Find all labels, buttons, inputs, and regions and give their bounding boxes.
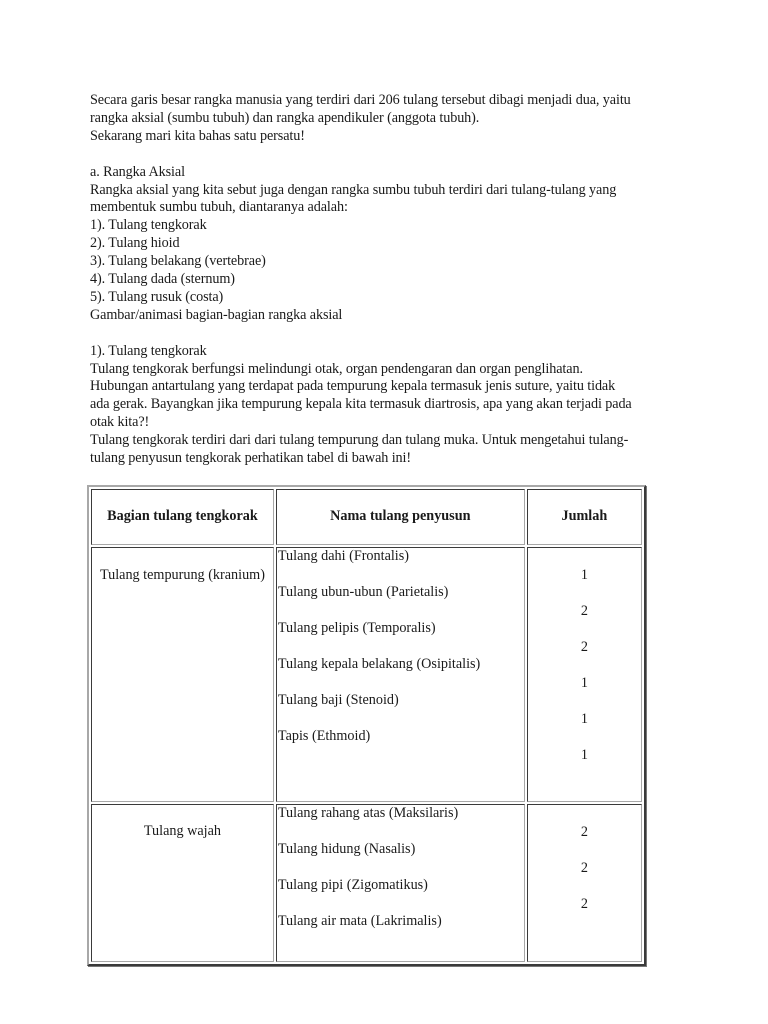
bone-count: 1 <box>580 675 588 691</box>
bone-count: 1 <box>580 567 588 583</box>
bones-cell <box>276 547 525 802</box>
table-row <box>91 804 642 962</box>
spacer <box>90 325 690 343</box>
counts-cell <box>527 804 642 962</box>
table-row <box>91 547 642 802</box>
bone-count: 2 <box>580 603 588 619</box>
bone-name: Tulang dahi (Frontalis) <box>277 548 409 564</box>
bone-name: Tulang baji (Stenoid) <box>277 692 399 708</box>
table-header-row <box>91 489 642 545</box>
paragraph-line: tulang penyusun tengkorak perhatikan tabel di bawah ini! <box>90 450 412 467</box>
list-item: 4). Tulang dada (sternum) <box>90 271 235 288</box>
bone-name: Tulang ubun-ubun (Parietalis) <box>277 584 449 600</box>
paragraph-line: Tulang tengkorak berfungsi melindungi otak, organ pendengaran dan organ penglihatan. <box>90 360 583 377</box>
bone-count: 2 <box>580 824 588 840</box>
bones-cell <box>276 804 525 962</box>
paragraph-line: ada gerak. Bayangkan jika tempurung kepala kita termasuk diartrosis, apa yang akan terjadi pada <box>90 396 632 413</box>
section-heading: a. Rangka Aksial <box>90 163 185 180</box>
header-bagian: Bagian tulang tengkorak <box>91 489 274 545</box>
header-nama: Nama tulang penyusun <box>276 489 525 545</box>
document-body <box>90 92 690 468</box>
bone-name: Tulang kepala belakang (Osipitalis) <box>277 656 481 672</box>
bone-name: Tapis (Ethmoid) <box>277 728 371 744</box>
paragraph-line: membentuk sumbu tubuh, diantaranya adalah: <box>90 199 348 216</box>
bone-count: 1 <box>580 747 588 763</box>
image-caption: Gambar/animasi bagian-bagian rangka aksial <box>90 306 343 323</box>
bone-count: 2 <box>580 896 588 912</box>
bone-count: 1 <box>580 711 588 727</box>
bagian-cell: Tulang tempurung (kranium) <box>91 547 274 802</box>
spacer <box>90 146 690 164</box>
paragraph-line: otak kita?! <box>90 414 150 431</box>
bone-name: Tulang rahang atas (Maksilaris) <box>277 805 459 821</box>
paragraph-line: Hubungan antartulang yang terdapat pada tempurung kepala termasuk jenis suture, yaitu tidak <box>90 378 616 395</box>
paragraph-line: Rangka aksial yang kita sebut juga dengan rangka sumbu tubuh terdiri dari tulang-tulang yang <box>90 181 617 198</box>
counts-cell <box>527 547 642 802</box>
list-item: 5). Tulang rusuk (costa) <box>90 288 224 305</box>
bone-name: Tulang pipi (Zigomatikus) <box>277 877 428 893</box>
skull-bones-table <box>87 485 646 966</box>
bone-count: 2 <box>580 860 588 876</box>
list-item: 3). Tulang belakang (vertebrae) <box>90 253 266 270</box>
bone-name: Tulang hidung (Nasalis) <box>277 841 416 857</box>
bone-count: 2 <box>580 639 588 655</box>
list-item: 1). Tulang tengkorak <box>90 217 207 234</box>
intro-line: rangka aksial (sumbu tubuh) dan rangka apendikuler (anggota tubuh). <box>90 109 480 126</box>
bagian-cell: Tulang wajah <box>91 804 274 962</box>
list-item: 2). Tulang hioid <box>90 235 180 252</box>
header-jumlah: Jumlah <box>527 489 642 545</box>
intro-line: Sekarang mari kita bahas satu persatu! <box>90 127 305 144</box>
paragraph-line: Tulang tengkorak terdiri dari dari tulang tempurung dan tulang muka. Untuk mengetahui tulang- <box>90 432 629 449</box>
bone-name: Tulang air mata (Lakrimalis) <box>277 913 442 929</box>
intro-line: Secara garis besar rangka manusia yang terdiri dari 206 tulang tersebut dibagi menjadi dua, yaitu <box>90 92 631 108</box>
bone-name: Tulang pelipis (Temporalis) <box>277 620 436 636</box>
section-heading: 1). Tulang tengkorak <box>90 342 207 359</box>
